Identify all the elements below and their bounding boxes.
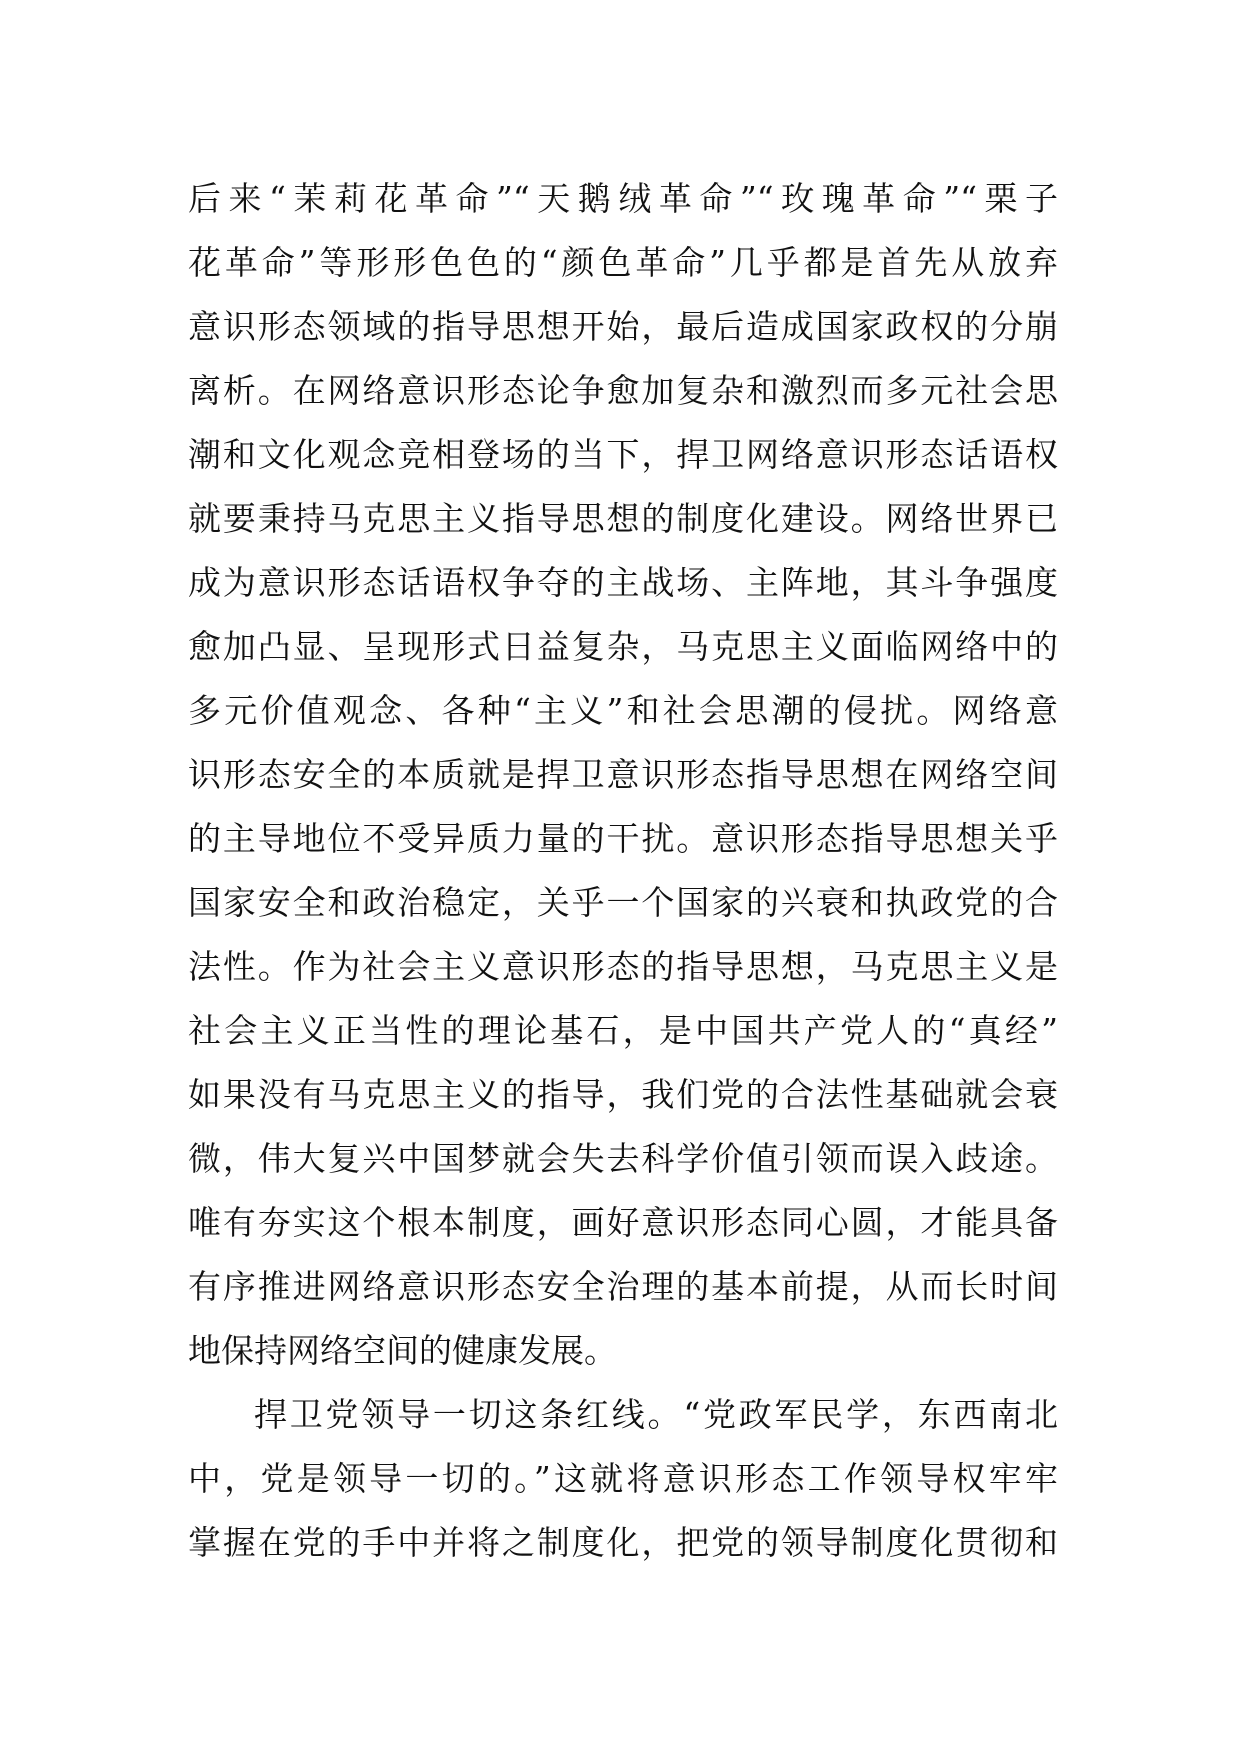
text-line: 就要秉持马克思主义指导思想的制度化建设。网络世界已 — [188, 499, 1058, 538]
text-line: 成为意识形态话语权争夺的主战场、主阵地，其斗争强度 — [188, 563, 1058, 602]
text-line: 愈加凸显、呈现形式日益复杂，马克思主义面临网络中的 — [188, 627, 1058, 666]
text-line: 如果没有马克思主义的指导，我们党的合法性基础就会衰 — [188, 1075, 1058, 1114]
text-line: 捍卫党领导一切这条红线。“党政军民学，东西南北 — [254, 1395, 1058, 1434]
text-line: 掌握在党的手中并将之制度化，把党的领导制度化贯彻和 — [188, 1523, 1058, 1562]
text-line: 中，党是领导一切的。”这就将意识形态工作领导权牢牢 — [188, 1459, 1058, 1498]
text-line: 花革命”等形形色色的“颜色革命”几乎都是首先从放弃 — [188, 243, 1058, 282]
text-line: 识形态安全的本质就是捍卫意识形态指导思想在网络空间 — [188, 755, 1058, 794]
text-line: 潮和文化观念竞相登场的当下，捍卫网络意识形态话语权 — [188, 435, 1058, 474]
paragraph-2 — [188, 1383, 1058, 1575]
text-line: 后来“茉莉花革命”“天鹅绒革命”“玫瑰革命”“栗子 — [188, 179, 1058, 218]
document-body — [188, 167, 1058, 1575]
text-line: 社会主义正当性的理论基石，是中国共产党人的“真经” — [188, 1011, 1058, 1050]
text-line: 多元价值观念、各种“主义”和社会思潮的侵扰。网络意 — [188, 691, 1058, 730]
text-line: 法性。作为社会主义意识形态的指导思想，马克思主义是 — [188, 947, 1058, 986]
text-line: 国家安全和政治稳定，关乎一个国家的兴衰和执政党的合 — [188, 883, 1058, 922]
text-line: 地保持网络空间的健康发展。 — [188, 1331, 617, 1370]
text-line: 有序推进网络意识形态安全治理的基本前提，从而长时间 — [188, 1267, 1058, 1306]
paragraph-1 — [188, 167, 1058, 1383]
text-line: 离析。在网络意识形态论争愈加复杂和激烈而多元社会思 — [188, 371, 1058, 410]
text-line: 的主导地位不受异质力量的干扰。意识形态指导思想关乎 — [188, 819, 1058, 858]
text-line: 意识形态领域的指导思想开始，最后造成国家政权的分崩 — [188, 307, 1058, 346]
text-line: 微，伟大复兴中国梦就会失去科学价值引领而误入歧途。 — [188, 1139, 1058, 1178]
text-line: 唯有夯实这个根本制度，画好意识形态同心圆，才能具备 — [188, 1203, 1058, 1242]
